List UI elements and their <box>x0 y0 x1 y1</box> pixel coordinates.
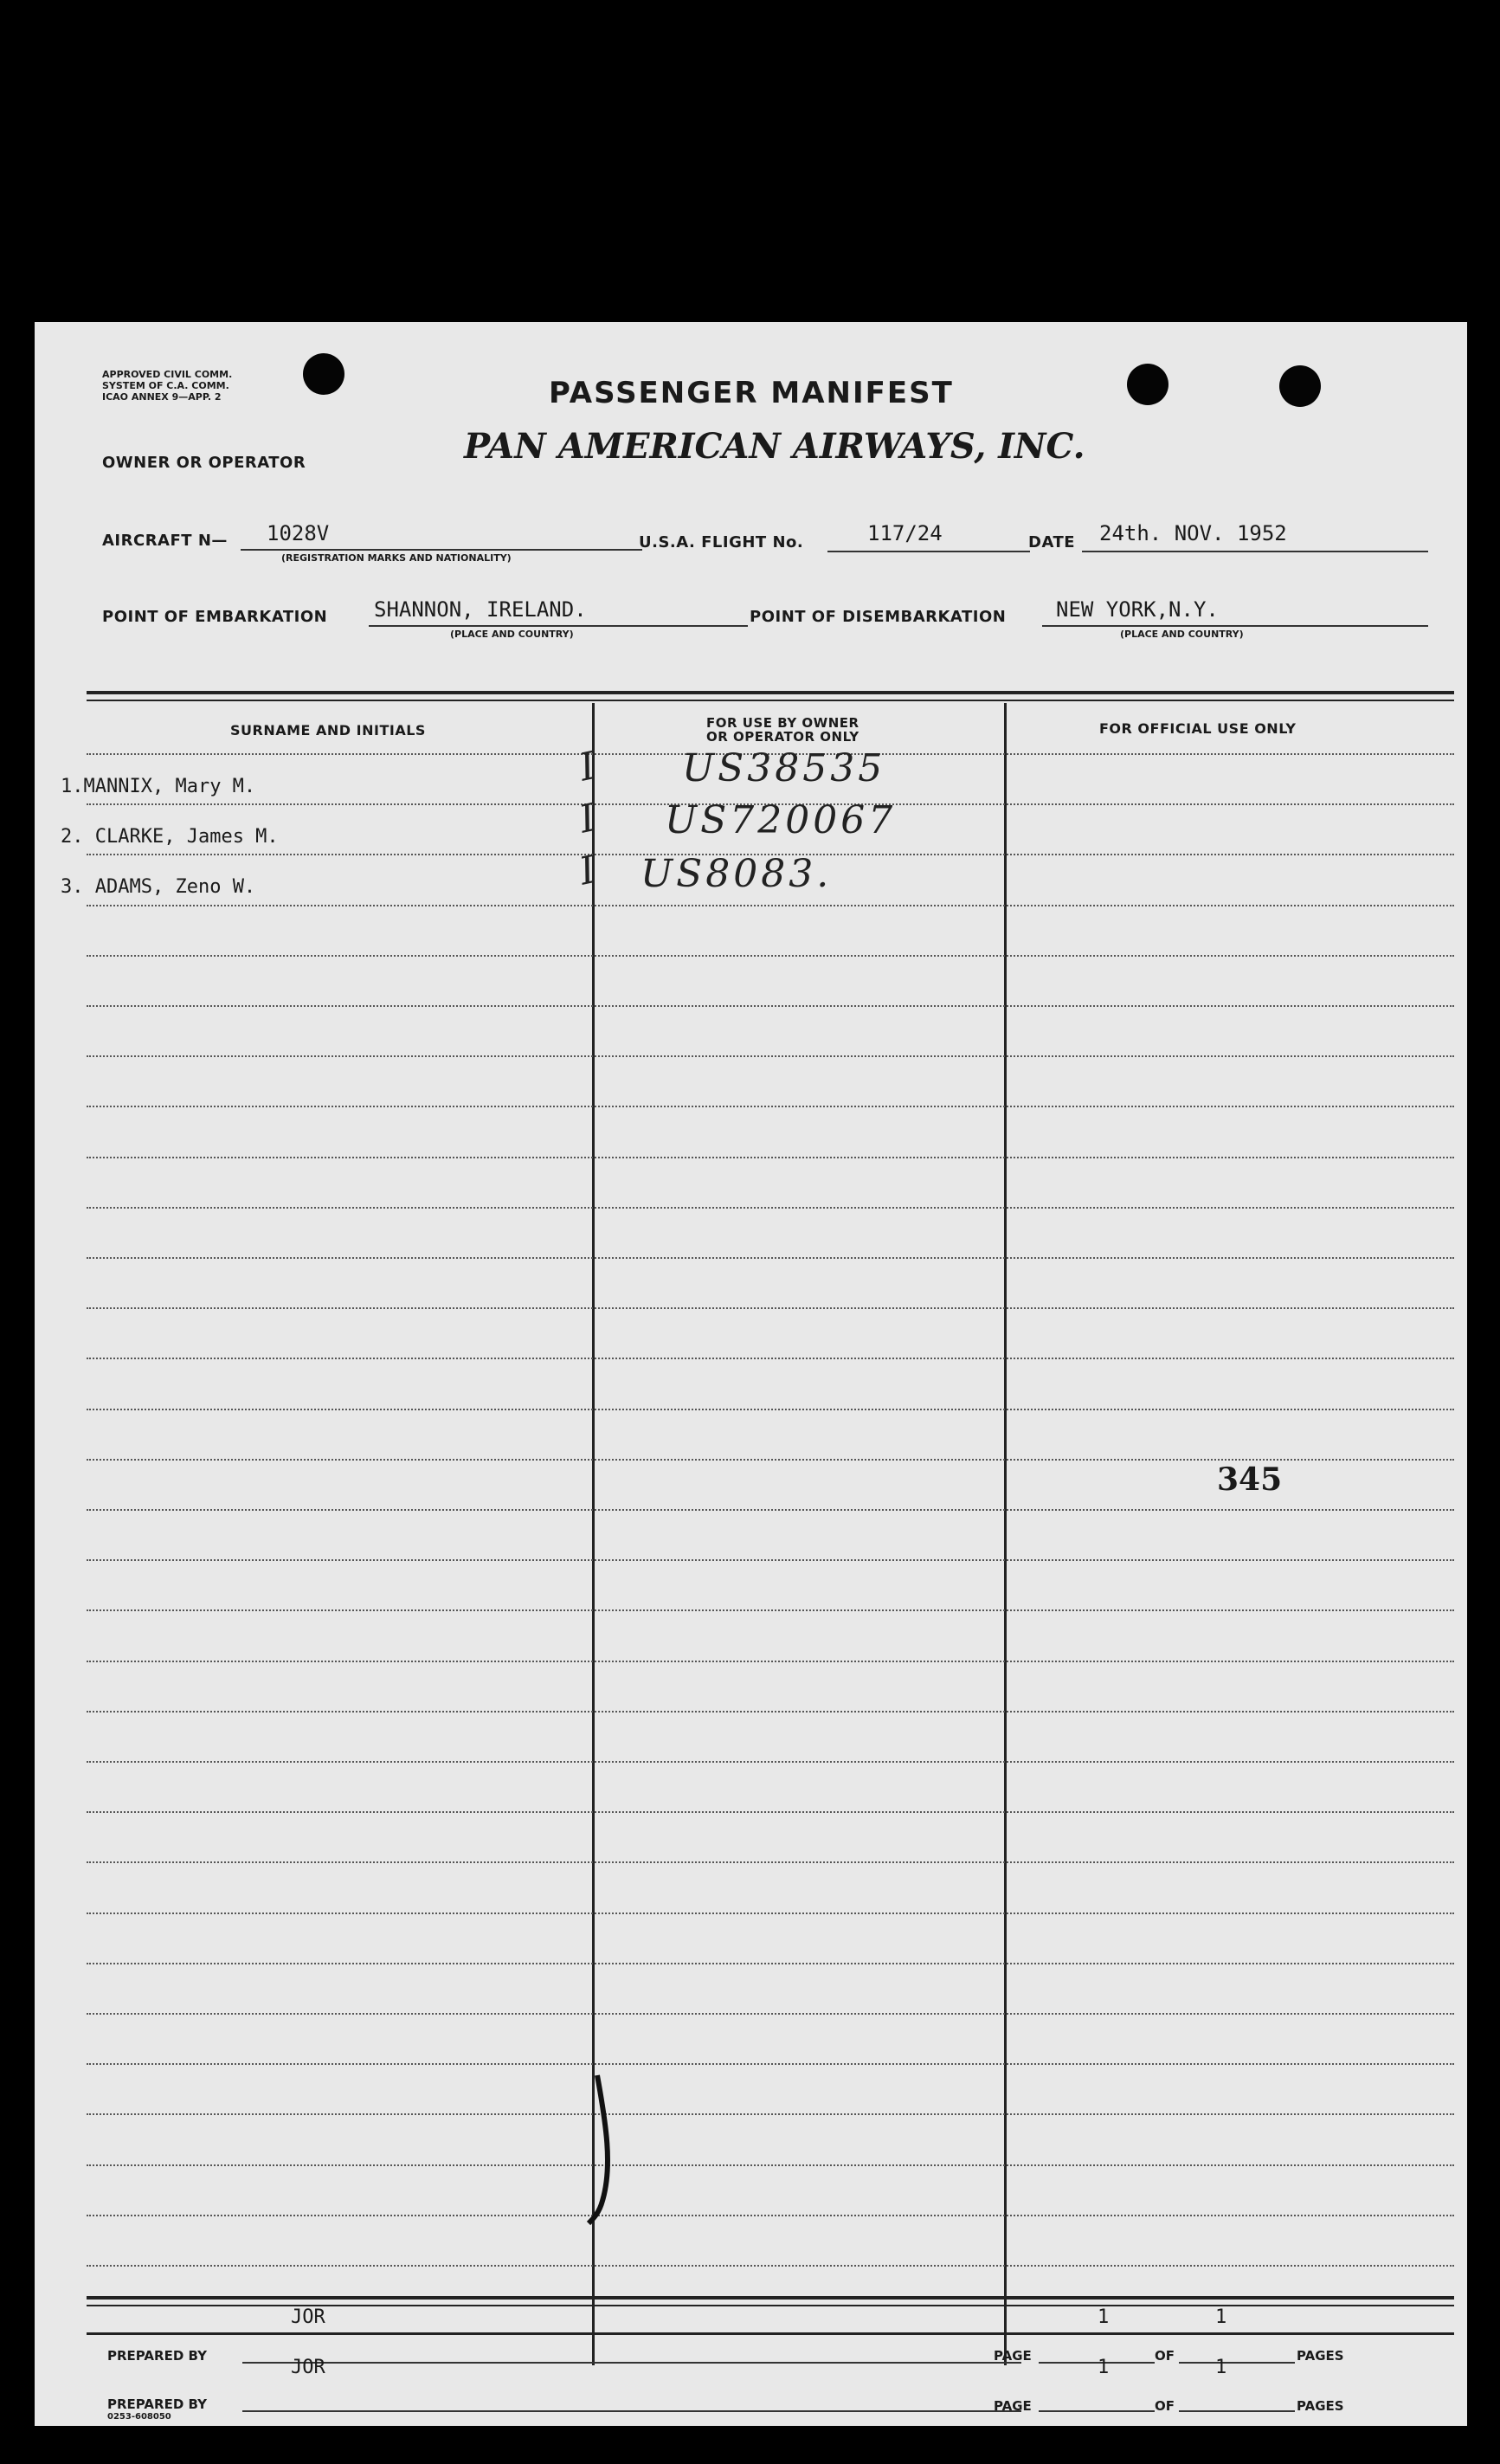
date-underline <box>1082 551 1428 552</box>
prepared-by-underline <box>242 2362 1021 2364</box>
row-line <box>87 1257 1454 1259</box>
page-underline <box>1039 2410 1155 2412</box>
embark-sublabel: (PLACE AND COUNTRY) <box>450 629 574 640</box>
prepared-by-underline <box>242 2410 1021 2412</box>
row-line <box>87 1055 1454 1057</box>
pages-label: PAGES <box>1297 2398 1344 2414</box>
table-top-rule <box>87 691 1454 694</box>
punch-hole <box>1127 364 1168 405</box>
row-number: 1. <box>61 776 84 797</box>
flight-underline <box>827 551 1030 552</box>
row-line <box>87 1711 1454 1713</box>
table-row <box>61 876 255 898</box>
passenger-name: ADAMS, Zeno W. <box>94 876 256 898</box>
flight-label: U.S.A. FLIGHT No. <box>639 533 804 551</box>
table-top-rule <box>87 700 1454 701</box>
aircraft-sublabel: (REGISTRATION MARKS AND NATIONALITY) <box>281 552 512 564</box>
row-line <box>87 1509 1454 1511</box>
embark-label: POINT OF EMBARKATION <box>102 608 328 626</box>
handwritten-mark: I <box>575 743 603 790</box>
passenger-name: CLARKE, James M. <box>94 826 279 848</box>
of-underline <box>1179 2362 1295 2364</box>
punch-hole <box>303 353 344 395</box>
column-divider <box>1004 703 1007 2365</box>
row-line <box>87 1307 1454 1309</box>
page-label: PAGE <box>994 2348 1032 2364</box>
row-line <box>87 1761 1454 1763</box>
pages-label: PAGES <box>1297 2348 1344 2364</box>
row-line <box>87 1157 1454 1158</box>
prepared-by-top: JOR <box>291 2306 325 2328</box>
date-label: DATE <box>1028 533 1076 551</box>
flight-value: 117/24 <box>867 521 943 545</box>
row-line <box>87 1005 1454 1007</box>
handwritten-code: US38535 <box>682 746 886 790</box>
row-line <box>87 1207 1454 1209</box>
row-line <box>87 2164 1454 2166</box>
embark-underline <box>369 625 748 627</box>
row-line <box>87 1559 1454 1561</box>
of-label: OF <box>1155 2398 1175 2414</box>
column-header-owner-use: FOR USE BY OWNER <box>706 715 859 731</box>
row-line <box>87 1358 1454 1359</box>
row-number: 3. <box>61 876 84 898</box>
of-underline <box>1179 2410 1295 2412</box>
row-line <box>87 905 1454 906</box>
form-code: 0253-608050 <box>107 2412 171 2422</box>
prepared-by-label: PREPARED BY <box>107 2396 207 2412</box>
handwritten-code: US720067 <box>665 798 897 842</box>
row-line <box>87 2013 1454 2015</box>
approval-line: SYSTEM OF C.A. COMM. <box>102 380 229 391</box>
pen-stroke <box>571 2071 623 2227</box>
page-title: PASSENGER MANIFEST <box>549 376 954 410</box>
disembark-value: NEW YORK,N.Y. <box>1056 597 1219 622</box>
punch-hole <box>1279 365 1321 407</box>
column-header-owner-use: OR OPERATOR ONLY <box>706 729 859 745</box>
row-line <box>87 1913 1454 1914</box>
row-line <box>87 2063 1454 2065</box>
handwritten-mark: I <box>575 847 603 894</box>
prepared-by-label: PREPARED BY <box>107 2348 207 2364</box>
date-value: 24th. NOV. 1952 <box>1099 521 1287 545</box>
table-row <box>61 826 279 848</box>
disembark-underline <box>1042 625 1428 627</box>
footer-rule <box>87 2296 1454 2300</box>
table-row <box>61 776 255 797</box>
aircraft-label: AIRCRAFT N— <box>102 532 228 550</box>
row-line <box>87 1459 1454 1461</box>
row-line <box>87 955 1454 957</box>
disembark-label: POINT OF DISEMBARKATION <box>750 608 1007 626</box>
disembark-sublabel: (PLACE AND COUNTRY) <box>1120 629 1244 640</box>
page-top: 1 <box>1098 2306 1110 2328</box>
footer-rule <box>87 2332 1454 2335</box>
passenger-name: MANNIX, Mary M. <box>83 776 256 797</box>
row-line <box>87 1861 1454 1863</box>
stamp-number: 345 <box>1217 1461 1283 1498</box>
aircraft-underline <box>241 549 642 551</box>
aircraft-value: 1028V <box>267 521 330 545</box>
of-value: 1 <box>1215 2357 1227 2378</box>
row-line <box>87 1661 1454 1662</box>
column-header-surname: SURNAME AND INITIALS <box>230 722 426 739</box>
row-line <box>87 1963 1454 1964</box>
of-top: 1 <box>1215 2306 1227 2328</box>
row-line <box>87 2113 1454 2115</box>
row-number: 2. <box>61 826 84 848</box>
row-line <box>87 1409 1454 1410</box>
column-header-official-use: FOR OFFICIAL USE ONLY <box>1099 720 1297 737</box>
row-line <box>87 2215 1454 2216</box>
row-line <box>87 2265 1454 2267</box>
owner-value: PAN AMERICAN AIRWAYS, INC. <box>464 426 1085 467</box>
of-label: OF <box>1155 2348 1175 2364</box>
handwritten-code: US8083. <box>641 852 833 896</box>
page-label: PAGE <box>994 2398 1032 2414</box>
handwritten-mark: I <box>575 795 603 842</box>
approval-line: APPROVED CIVIL COMM. <box>102 369 233 380</box>
owner-label: OWNER OR OPERATOR <box>102 454 306 472</box>
page-underline <box>1039 2362 1155 2364</box>
row-line <box>87 1609 1454 1611</box>
approval-line: ICAO ANNEX 9—APP. 2 <box>102 391 222 403</box>
embark-value: SHANNON, IRELAND. <box>374 597 587 622</box>
prepared-by-value: JOR <box>291 2357 325 2378</box>
row-line <box>87 1811 1454 1813</box>
row-line <box>87 1106 1454 1107</box>
page-value: 1 <box>1098 2357 1110 2378</box>
manifest-paper <box>35 322 1467 2426</box>
